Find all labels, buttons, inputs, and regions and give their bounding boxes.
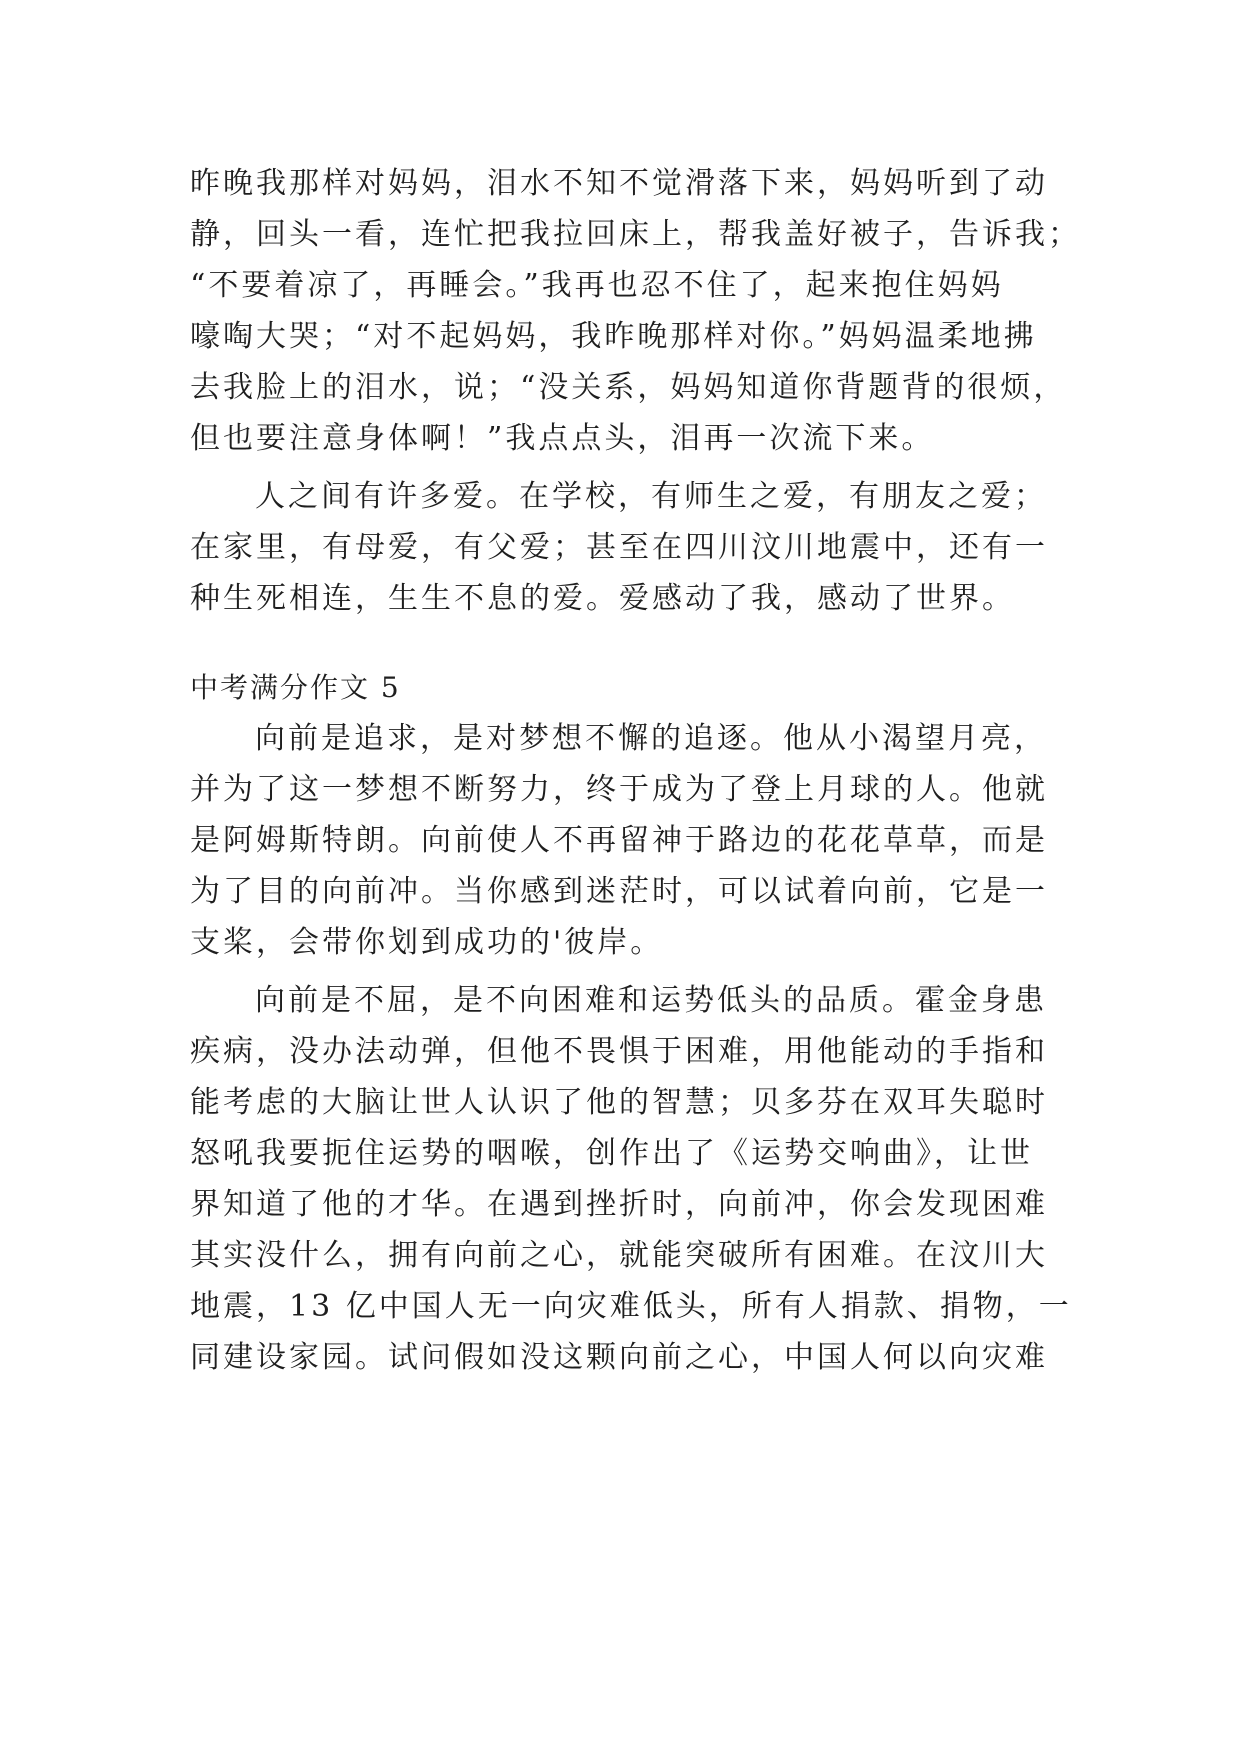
section-spacer [190,624,1052,662]
document-page [190,158,1081,1383]
essay-title: 中考满分作文 5 [190,671,401,704]
text-line: 能考虑的大脑让世人认识了他的智慧；贝多芬在双耳失聪时 [190,1085,1048,1120]
paragraph-spacer [190,968,1052,975]
text-line: 向前是追求，是对梦想不懈的追逐。他从小渴望月亮， [255,721,1047,756]
text-line: 疾病，没办法动弹，但他不畏惧于困难，用他能动的手指和 [190,1034,1048,1069]
text-line: 其实没什么，拥有向前之心，就能突破所有困难。在汶川大 [190,1238,1048,1273]
text-line: 种生死相连，生生不息的爱。爱感动了我，感动了世界。 [190,581,1015,616]
text-line: 静，回头一看，连忙把我拉回床上，帮我盖好被子，告诉我； [190,217,1081,252]
text-line: 人之间有许多爱。在学校，有师生之爱，有朋友之爱； [255,479,1047,514]
text-line: 为了目的向前冲。当你感到迷茫时，可以试着向前，它是一 [190,874,1048,909]
text-line: 昨晚我那样对妈妈，泪水不知不觉滑落下来，妈妈听到了动 [190,166,1048,201]
text-line: 怒吼我要扼住运势的咽喉，创作出了《运势交响曲》，让世 [190,1136,1033,1171]
text-line: 界知道了他的才华。在遇到挫折时，向前冲，你会发现困难 [190,1187,1048,1222]
text-line: 嚎啕大哭；“对不起妈妈，我昨晚那样对你。”妈妈温柔地拂 [190,319,1037,354]
text-line: 同建设家园。试问假如没这颗向前之心，中国人何以向灾难 [190,1340,1048,1375]
text-line: 并为了这一梦想不断努力，终于成为了登上月球的人。他就 [190,772,1048,807]
paragraph-love [190,471,1052,624]
text-line: 地震，13 亿中国人无一向灾难低头，所有人捐款、捐物，一 [190,1289,1072,1324]
text-line: 在家里，有母爱，有父爱；甚至在四川汶川地震中，还有一 [190,530,1048,565]
text-line: 支桨，会带你划到成功的'彼岸。 [190,925,664,960]
paragraph-unyielding [190,975,1072,1383]
text-line: 去我脸上的泪水，说；“没关系，妈妈知道你背题背的很烦， [190,370,1067,405]
paragraph-spacer [190,464,1052,471]
text-line: 向前是不屈，是不向困难和运势低头的品质。霍金身患 [255,983,1047,1018]
paragraph-pursuit [190,713,1052,968]
text-line: 是阿姆斯特朗。向前使人不再留神于路边的花花草草，而是 [190,823,1048,858]
text-line: “不要着凉了，再睡会。”我再也忍不住了，起来抱住妈妈 [190,268,1004,303]
paragraph-continuation [190,158,1081,464]
text-line: 但也要注意身体啊！”我点点头，泪再一次流下来。 [190,421,935,456]
